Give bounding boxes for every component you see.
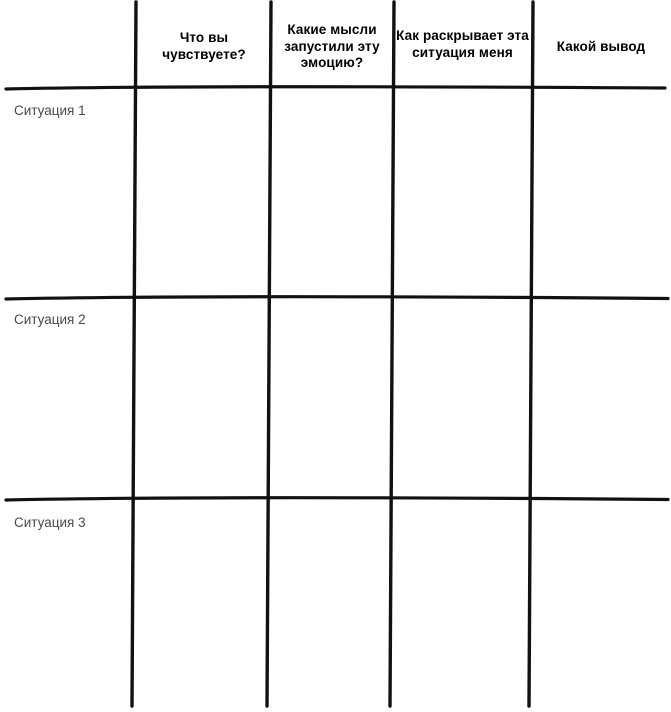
column-header-thoughts-text: Какие мысли запустили эту эмоцию? bbox=[284, 21, 380, 71]
column-header-feeling-text: Что вы чувствуете? bbox=[162, 30, 246, 62]
cell-row2-thoughts[interactable] bbox=[271, 302, 389, 497]
row-label-situation-2-text: Ситуация 2 bbox=[14, 311, 86, 327]
header-rule bbox=[6, 87, 665, 89]
row-label-situation-1-text: Ситуация 1 bbox=[14, 102, 86, 118]
row-label-situation-1 bbox=[14, 96, 130, 126]
cell-row2-conclusion[interactable] bbox=[532, 302, 667, 497]
column-header-conclusion-text: Какой вывод bbox=[556, 38, 646, 54]
row-label-situation-3-text: Ситуация 3 bbox=[14, 514, 86, 530]
cell-row1-reveals[interactable] bbox=[394, 92, 529, 296]
cell-row3-conclusion[interactable] bbox=[531, 503, 667, 703]
column-header-feeling bbox=[140, 10, 268, 84]
cell-row1-feeling[interactable] bbox=[138, 92, 268, 296]
cell-row3-reveals[interactable] bbox=[392, 503, 527, 703]
column-header-reveals-text: Как раскрывает эта ситуация меня bbox=[396, 28, 529, 60]
row-rule-2 bbox=[6, 498, 668, 500]
cell-row2-reveals[interactable] bbox=[393, 302, 528, 497]
cell-row1-conclusion[interactable] bbox=[533, 92, 667, 296]
row-label-situation-3 bbox=[14, 508, 130, 538]
column-header-conclusion bbox=[536, 10, 666, 84]
cell-row3-thoughts[interactable] bbox=[270, 503, 388, 703]
cell-row2-feeling[interactable] bbox=[137, 302, 267, 497]
column-header-reveals bbox=[396, 4, 529, 86]
cell-row1-thoughts[interactable] bbox=[272, 92, 390, 296]
cell-row3-feeling[interactable] bbox=[136, 503, 266, 703]
row-rule-1 bbox=[6, 297, 668, 299]
row-label-situation-2 bbox=[14, 305, 130, 335]
column-header-thoughts bbox=[273, 10, 391, 84]
